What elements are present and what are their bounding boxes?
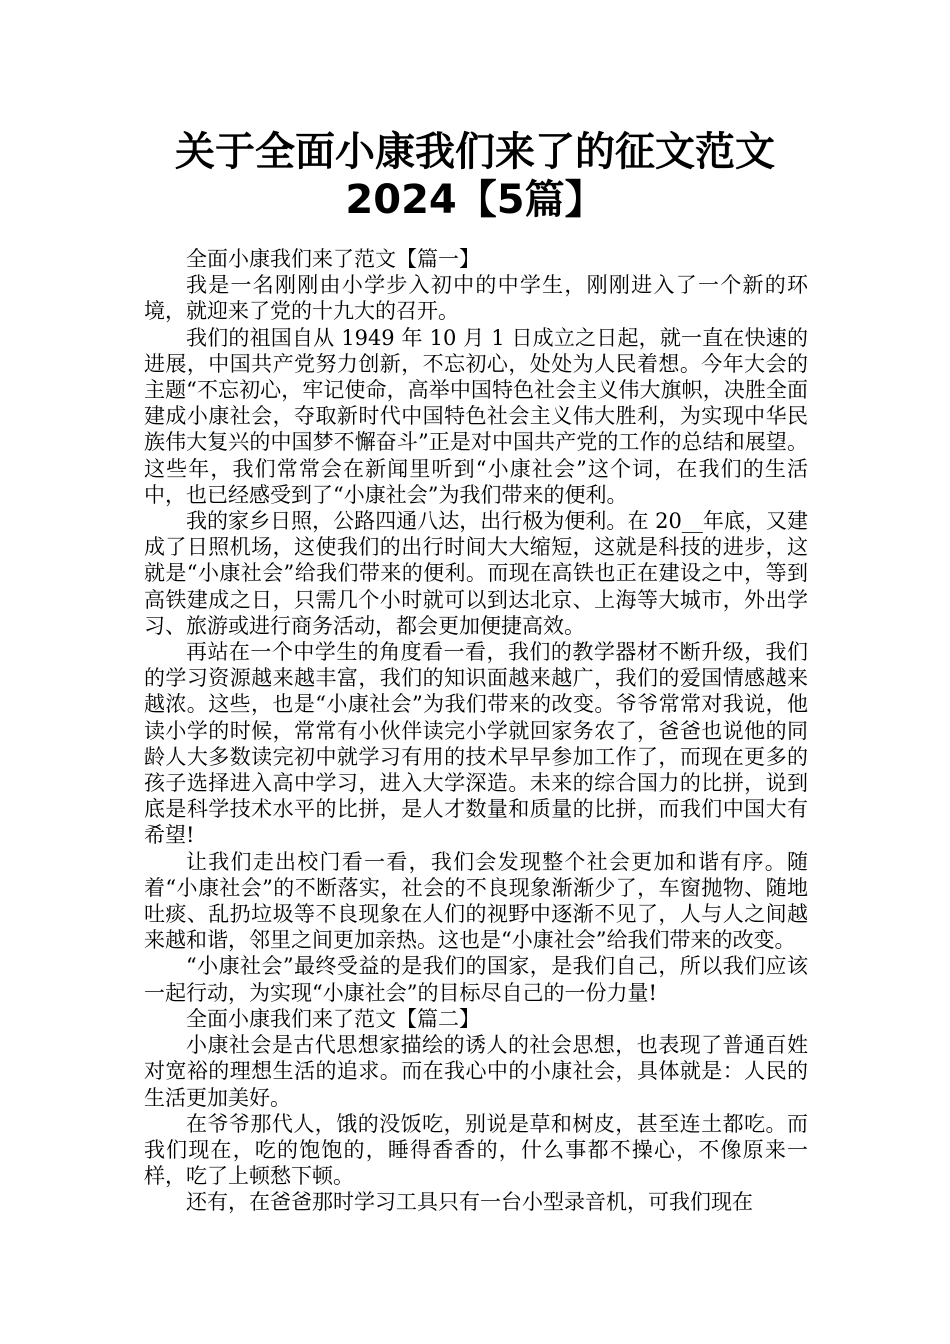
paragraph: 我的家乡日照，公路四通八达，出行极为便利。在 20__年底，又建成了日照机场，这使我们的出行时间大大缩短，这就是科技的进步，这就是“小康社会”给我们带来的便利。而现在高铁也正在建设之中，等到高铁建成之日，只需几个小时就可以到达北京、上海等大城市，外出学习、旅游或进行商务活动，都会更加便捷高效。	[144, 509, 808, 638]
paragraph: “小康社会”最终受益的是我们的国家，是我们自己，所以我们应该一起行动，为实现“小康社会”的目标尽自己的一份力量!	[144, 954, 808, 1005]
paragraph: 还有，在爸爸那时学习工具只有一台小型录音机，可我们现在	[186, 1190, 753, 1215]
section-heading-2: 全面小康我们来了范文【篇二】	[186, 1006, 480, 1031]
document-title-line-2: 2024【5篇】	[345, 177, 605, 223]
section-heading-1: 全面小康我们来了范文【篇一】	[186, 247, 480, 271]
paragraph: 再站在一个中学生的角度看一看，我们的教学器材不断升级，我们的学习资源越来越丰富，我们的知识面越来越广，我们的爱国情感越来越浓。这些，也是“小康社会”为我们带来的改变。爷爷常常对我说，他读小学的时候，常常有小伙伴读完小学就回家务农了，爸爸也说他的同龄人大多数读完初中就学习有用的技术早早参加工作了，而现在更多的孩子选择进入高中学习，进入大学深造。未来的综合国力的比拼，说到底是科学技术水平的比拼，是人才数量和质量的比拼，而我们中国大有希望!	[144, 640, 808, 848]
paragraph: 小康社会是古代思想家描绘的诱人的社会思想，也表现了普通百姓对宽裕的理想生活的追求。而在我心中的小康社会，具体就是：人民的生活更加美好。	[144, 1033, 808, 1110]
paragraph: 我们的祖国自从 1949 年 10 月 1 日成立之日起，就一直在快速的进展，中国共产党努力创新，不忘初心，处处为人民着想。今年大会的主题“不忘初心，牢记使命，高举中国特色社会主义伟大旗帜，决胜全面建成小康社会，夺取新时代中国特色社会主义伟大胜利，为实现中华民族伟大复兴的中国梦不懈奋斗”正是对中国共产党的工作的总结和展望。这些年，我们常常会在新闻里听到“小康社会”这个词，在我们的生活中，也已经感受到了“小康社会”为我们带来的便利。	[144, 325, 808, 507]
document-body	[144, 246, 808, 1216]
paragraph: 让我们走出校门看一看，我们会发现整个社会更加和谐有序。随着“小康社会”的不断落实，社会的不良现象渐渐少了，车窗抛物、随地吐痰、乱扔垃圾等不良现象在人们的视野中逐渐不见了，人与人之间越来越和谐，邻里之间更加亲热。这也是“小康社会”给我们带来的改变。	[144, 849, 808, 953]
document-title-line-1: 关于全面小康我们来了的征文范文	[175, 129, 775, 175]
paragraph: 在爷爷那代人，饿的没饭吃，别说是草和树皮，甚至连土都吃。而我们现在，吃的饱饱的，睡得香香的，什么事都不操心，不像原来一样，吃了上顿愁下顿。	[144, 1111, 808, 1189]
paragraph: 我是一名刚刚由小学步入初中的中学生，刚刚进入了一个新的环境，就迎来了党的十九大的召开。	[144, 273, 808, 324]
